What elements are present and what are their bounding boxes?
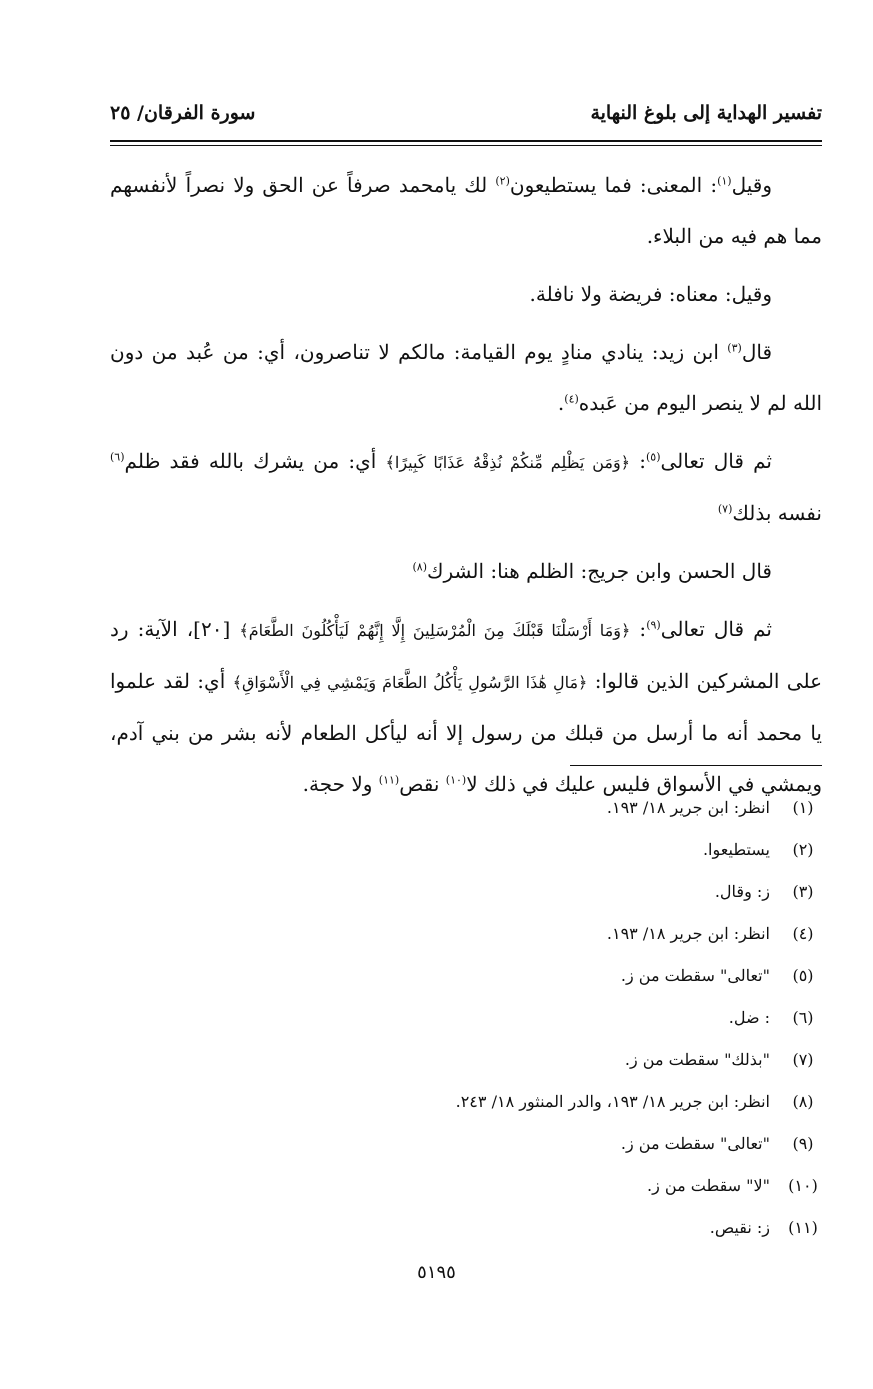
footnote-text: انظر: ابن جرير ١٨/ ١٩٣. [606,924,770,943]
paragraph: ثم قال تعالى$^{(٩)}$: ﴿وَمَا أَرْسَلْنَا قَبْلَكَ مِنَ الْمُرْسَلِينَ إِلَّا إِنَّهُمْ لَيَأْكُلُونَ الطَّعَامَ﴾ [٢٠]، الآية: رد على المشركين الذين قالوا: ﴿مَالِ هَٰذَا الرَّسُولِ يَأْكُلُ الطَّعَامَ وَيَمْشِي فِي الْأَسْوَاقِ﴾ أي: لقد علموا يا محمد أنه ما أرسل من قبلك من رسول إلا أنه ليأكل الطعام لأنه بشر من بني آدم، ويمشي في الأسواق فليس عليك في ذلك لا$^{(١٠)}$ نقص$^{(١١)}$ ولا حجة. [110,617,822,796]
header-rule [110,140,822,142]
footnote-ref: (٢) [495,174,510,188]
quran-verse: ﴿مَالِ هَٰذَا الرَّسُولِ يَأْكُلُ الطَّعَامَ وَيَمْشِي فِي الْأَسْوَاقِ﴾ [232,673,588,692]
footnote [110,1165,822,1207]
header-rule-thin [110,145,822,146]
footnote-text: "لا" سقطت من ز. [647,1176,770,1195]
footnote-ref: (٨) [412,560,427,574]
footnote-ref: (٩) [646,618,661,632]
footnote-number: (٧) [792,1050,814,1069]
footnote-text: يستطيعوا. [702,840,770,859]
footnote-text: انظر: ابن جرير ١٨/ ١٩٣. [606,798,770,817]
paragraph: قال$^{(٣)}$ ابن زيد: ينادي منادٍ يوم القيامة: مالكم لا تناصرون، أي: من عُبد من دون الله لم لا ينصر اليوم من عَبده$^{(٤)}$. [110,340,822,415]
footnote-number: (٨) [792,1092,814,1111]
footnote-ref: (١١) [378,773,400,787]
footnote [110,787,822,829]
footnote-number: (٥) [792,966,814,985]
book-title: تفسير الهداية إلى بلوغ النهاية [590,102,822,124]
footnote-ref: (٦) [110,450,125,464]
footnote-separator [570,765,822,766]
footnote-text: "تعالى" سقطت من ز. [620,1134,770,1153]
footnote-text: ز: نقيص. [709,1218,770,1237]
paragraph: وقيل: معناه: فريضة ولا نافلة. [529,282,772,306]
footnote-ref: (٥) [645,450,661,464]
footnote [110,1123,822,1165]
footnote-text: انظر: ابن جرير ١٨/ ١٩٣، والدر المنثور ١٨/ ٢٤٣. [455,1092,770,1111]
footnote [110,829,822,871]
footnote-text: : ضل. [728,1008,770,1027]
quran-verse: ﴿وَمَا أَرْسَلْنَا قَبْلَكَ مِنَ الْمُرْسَلِينَ إِلَّا إِنَّهُمْ لَيَأْكُلُونَ الطَّعَامَ﴾ [239,621,631,640]
footnote-number: (٤) [792,924,814,943]
footnote [110,955,822,997]
footnote-text: "تعالى" سقطت من ز. [620,966,770,985]
footnote-text: "بذلك" سقطت من ز. [624,1050,770,1069]
footnote-number: (٩) [792,1134,814,1153]
running-header [110,96,822,130]
paragraph: قال الحسن وابن جريج: الظلم هنا: الشرك$^{(٨)}$ [412,559,772,583]
footnote-number: (١٠) [788,1176,818,1195]
footnotes [110,787,822,1249]
quran-verse: ﴿وَمَن يَظْلِم مِّنكُمْ نُذِقْهُ عَذَابًا كَبِيرًا﴾ [385,453,631,472]
footnote-ref: (٧) [717,502,733,516]
footnote-ref: (٣) [727,341,742,355]
footnote [110,1207,822,1249]
surah-title: سورة الفرقان/ ٢٥ [110,102,256,124]
footnote [110,1039,822,1081]
paragraph: وقيل$^{(١)}$: المعنى: فما يستطيعون$^{(٢)}$ لك يامحمد صرفاً عن الحق ولا نصراً لأنفسهم مما هم فيه من البلاء. [110,173,822,248]
footnote [110,913,822,955]
page-number: ٥١٩٥ [417,1262,456,1283]
footnote-text: ز: وقال. [714,882,770,901]
footnote-number: (٣) [792,882,814,901]
footnote-ref: (١) [717,174,732,188]
main-text [110,160,822,817]
footnote-number: (٢) [792,840,814,859]
footnote-number: (١) [792,798,814,817]
footnote [110,1081,822,1123]
footnote-number: (٦) [792,1008,814,1027]
paragraph: ثم قال تعالى$^{(٥)}$: ﴿وَمَن يَظْلِم مِّنكُمْ نُذِقْهُ عَذَابًا كَبِيرًا﴾ أي: من يشرك بالله فقد ظلم$^{(٦)}$ نفسه بذلك$^{(٧)}$ [110,449,822,525]
footnote-ref: (١٠) [445,773,467,787]
footnote-ref: (٤) [564,392,579,406]
footnote [110,871,822,913]
footnote-number: (١١) [788,1218,818,1237]
footnote [110,997,822,1039]
